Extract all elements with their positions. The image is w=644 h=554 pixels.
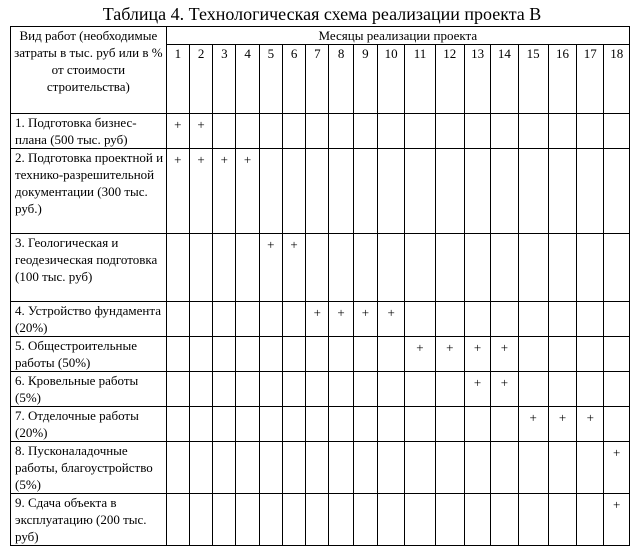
month-cell (548, 302, 576, 337)
month-cell (259, 372, 282, 407)
month-cell (464, 337, 490, 372)
month-cell (464, 407, 490, 442)
month-cell (604, 149, 630, 234)
month-number: 13 (464, 45, 490, 114)
month-cell (166, 114, 189, 149)
activity-mark: + (446, 340, 454, 355)
month-cell (282, 114, 305, 149)
work-type-cell: 2. Подготовка проектной и технико-разрешительной документации (300 тыс. руб.) (11, 149, 167, 234)
month-cell (166, 234, 189, 302)
month-cell (213, 337, 236, 372)
month-cell (548, 442, 576, 494)
month-cell (236, 442, 259, 494)
month-cell (548, 114, 576, 149)
month-cell (405, 234, 435, 302)
month-cell (604, 234, 630, 302)
month-cell (577, 372, 604, 407)
month-number: 18 (604, 45, 630, 114)
activity-mark: + (613, 497, 621, 512)
month-cell (378, 302, 405, 337)
month-cell (405, 407, 435, 442)
month-cell (378, 494, 405, 546)
month-cell (189, 149, 212, 234)
activity-mark: + (267, 237, 275, 252)
month-cell (189, 494, 212, 546)
month-cell (378, 149, 405, 234)
month-cell (518, 114, 548, 149)
month-number: 15 (518, 45, 548, 114)
month-cell (378, 442, 405, 494)
month-cell (282, 149, 305, 234)
month-cell (329, 407, 353, 442)
activity-mark: + (361, 305, 370, 320)
activity-mark: + (529, 410, 537, 425)
month-number: 14 (491, 45, 518, 114)
month-cell (282, 337, 305, 372)
month-cell (548, 149, 576, 234)
month-cell (282, 234, 305, 302)
month-cell (353, 372, 377, 407)
month-cell (577, 302, 604, 337)
month-cell (306, 442, 329, 494)
month-cell (378, 337, 405, 372)
month-cell (435, 114, 464, 149)
month-number: 6 (282, 45, 305, 114)
month-cell (353, 442, 377, 494)
table-row (11, 337, 630, 372)
month-cell (464, 372, 490, 407)
month-cell (491, 234, 518, 302)
month-cell (166, 372, 189, 407)
month-number: 12 (435, 45, 464, 114)
month-cell (306, 302, 329, 337)
month-cell (577, 234, 604, 302)
month-number: 17 (577, 45, 604, 114)
month-cell (577, 407, 604, 442)
month-number: 9 (353, 45, 377, 114)
month-cell (236, 407, 259, 442)
month-cell (464, 442, 490, 494)
activity-mark: + (174, 117, 182, 132)
month-cell (604, 337, 630, 372)
table-row (11, 149, 630, 234)
table-title: Таблица 4. Технологическая схема реализации проекта В (102, 4, 542, 24)
month-cell (213, 149, 236, 234)
month-cell (282, 372, 305, 407)
month-cell (259, 494, 282, 546)
month-cell (236, 372, 259, 407)
work-type-cell: 6. Кровельные работы (5%) (11, 372, 167, 407)
month-number: 10 (378, 45, 405, 114)
month-cell (405, 149, 435, 234)
month-cell (491, 407, 518, 442)
work-type-cell: 9. Сдача объекта в эксплуатацию (200 тыс. руб) (11, 494, 167, 546)
month-cell (435, 337, 464, 372)
month-cell (604, 494, 630, 546)
month-cell (491, 114, 518, 149)
activity-mark: + (416, 340, 424, 355)
month-cell (518, 494, 548, 546)
month-cell (189, 337, 212, 372)
table-row (11, 114, 630, 149)
month-cell (604, 407, 630, 442)
activity-mark: + (500, 340, 509, 355)
month-cell (405, 442, 435, 494)
month-cell (435, 372, 464, 407)
month-cell (166, 494, 189, 546)
month-cell (306, 407, 329, 442)
month-number: 16 (548, 45, 576, 114)
table-row (11, 442, 630, 494)
month-cell (518, 337, 548, 372)
month-cell (378, 114, 405, 149)
month-cell (435, 149, 464, 234)
month-cell (491, 337, 518, 372)
month-cell (518, 442, 548, 494)
month-cell (189, 442, 212, 494)
activity-mark: + (473, 340, 482, 355)
month-cell (577, 442, 604, 494)
work-type-cell: 1. Подготовка бизнес-плана (500 тыс. руб) (11, 114, 167, 149)
month-cell (577, 494, 604, 546)
month-cell (259, 407, 282, 442)
month-cell (353, 149, 377, 234)
month-cell (329, 149, 353, 234)
month-cell (213, 302, 236, 337)
header-row (11, 27, 630, 45)
activity-mark: + (290, 237, 298, 252)
month-cell (189, 407, 212, 442)
month-cell (577, 337, 604, 372)
month-number: 7 (306, 45, 329, 114)
month-cell (604, 442, 630, 494)
month-cell (435, 302, 464, 337)
month-cell (353, 407, 377, 442)
month-cell (604, 372, 630, 407)
month-cell (518, 372, 548, 407)
month-cell (353, 494, 377, 546)
month-cell (236, 114, 259, 149)
activity-mark: + (473, 375, 482, 390)
month-cell (548, 407, 576, 442)
month-cell (518, 407, 548, 442)
month-cell (353, 234, 377, 302)
month-cell (259, 234, 282, 302)
month-cell (306, 372, 329, 407)
schedule-table (10, 26, 630, 546)
month-cell (236, 149, 259, 234)
month-cell (213, 494, 236, 546)
month-number: 4 (236, 45, 259, 114)
month-cell (259, 337, 282, 372)
month-cell (306, 149, 329, 234)
month-cell (518, 149, 548, 234)
month-cell (306, 114, 329, 149)
month-cell (548, 337, 576, 372)
month-number: 1 (166, 45, 189, 114)
month-cell (329, 494, 353, 546)
month-cell (306, 337, 329, 372)
work-type-cell: 8. Пусконаладочные работы, благоустройство (5%) (11, 442, 167, 494)
month-cell (189, 302, 212, 337)
month-cell (213, 114, 236, 149)
month-cell (548, 234, 576, 302)
month-cell (378, 407, 405, 442)
month-cell (353, 114, 377, 149)
months-header: Месяцы реализации проекта (166, 27, 629, 45)
work-type-cell: 5. Общестроительные работы (50%) (11, 337, 167, 372)
activity-mark: + (243, 152, 252, 167)
month-cell (435, 234, 464, 302)
activity-mark: + (313, 305, 322, 320)
month-number: 3 (213, 45, 236, 114)
activity-mark: + (586, 410, 594, 425)
table-row (11, 407, 630, 442)
month-cell (329, 372, 353, 407)
month-cell (236, 302, 259, 337)
activity-mark: + (387, 305, 395, 320)
month-cell (166, 442, 189, 494)
month-cell (282, 442, 305, 494)
month-cell (491, 302, 518, 337)
month-cell (282, 407, 305, 442)
activity-mark: + (337, 305, 345, 320)
month-cell (236, 337, 259, 372)
table-row (11, 234, 630, 302)
month-cell (259, 114, 282, 149)
month-cell (405, 494, 435, 546)
month-cell (213, 407, 236, 442)
work-type-header: Вид работ (необходимые затраты в тыс. руб или в % от стоимости строительства) (11, 27, 167, 114)
month-number: 11 (405, 45, 435, 114)
month-cell (518, 234, 548, 302)
table-row (11, 494, 630, 546)
month-cell (282, 494, 305, 546)
month-cell (464, 494, 490, 546)
month-cell (353, 302, 377, 337)
month-cell (329, 114, 353, 149)
month-cell (464, 114, 490, 149)
month-cell (189, 372, 212, 407)
table-row (11, 372, 630, 407)
month-cell (405, 372, 435, 407)
month-cell (405, 114, 435, 149)
month-cell (353, 337, 377, 372)
month-cell (548, 494, 576, 546)
month-cell (213, 234, 236, 302)
month-cell (306, 234, 329, 302)
work-type-cell: 4. Устройство фундамента (20%) (11, 302, 167, 337)
activity-mark: + (500, 375, 509, 390)
month-cell (464, 149, 490, 234)
month-cell (236, 494, 259, 546)
month-cell (236, 234, 259, 302)
month-cell (464, 302, 490, 337)
month-cell (213, 372, 236, 407)
month-cell (166, 302, 189, 337)
month-cell (518, 302, 548, 337)
month-number: 2 (189, 45, 212, 114)
month-cell (166, 149, 189, 234)
activity-mark: + (197, 152, 205, 167)
month-cell (435, 442, 464, 494)
month-cell (435, 407, 464, 442)
month-cell (329, 302, 353, 337)
month-cell (491, 372, 518, 407)
table-row (11, 302, 630, 337)
month-number: 8 (329, 45, 353, 114)
activity-mark: + (174, 152, 182, 167)
activity-mark: + (613, 445, 621, 460)
month-cell (166, 337, 189, 372)
month-cell (189, 114, 212, 149)
month-cell (166, 407, 189, 442)
month-cell (329, 234, 353, 302)
activity-mark: + (220, 152, 229, 167)
month-cell (259, 302, 282, 337)
month-cell (306, 494, 329, 546)
activity-mark: + (558, 410, 567, 425)
month-cell (329, 442, 353, 494)
month-cell (491, 494, 518, 546)
month-number: 5 (259, 45, 282, 114)
month-cell (405, 302, 435, 337)
work-type-cell: 7. Отделочные работы (20%) (11, 407, 167, 442)
work-type-cell: 3. Геологическая и геодезическая подготовка (100 тыс. руб) (11, 234, 167, 302)
month-cell (604, 302, 630, 337)
month-cell (282, 302, 305, 337)
month-cell (259, 149, 282, 234)
month-cell (464, 234, 490, 302)
month-cell (378, 372, 405, 407)
month-cell (577, 114, 604, 149)
month-cell (213, 442, 236, 494)
month-cell (405, 337, 435, 372)
month-cell (491, 149, 518, 234)
month-cell (435, 494, 464, 546)
month-cell (378, 234, 405, 302)
month-cell (548, 372, 576, 407)
month-cell (189, 234, 212, 302)
month-cell (329, 337, 353, 372)
month-cell (577, 149, 604, 234)
activity-mark: + (197, 117, 205, 132)
month-cell (259, 442, 282, 494)
month-cell (491, 442, 518, 494)
month-cell (604, 114, 630, 149)
